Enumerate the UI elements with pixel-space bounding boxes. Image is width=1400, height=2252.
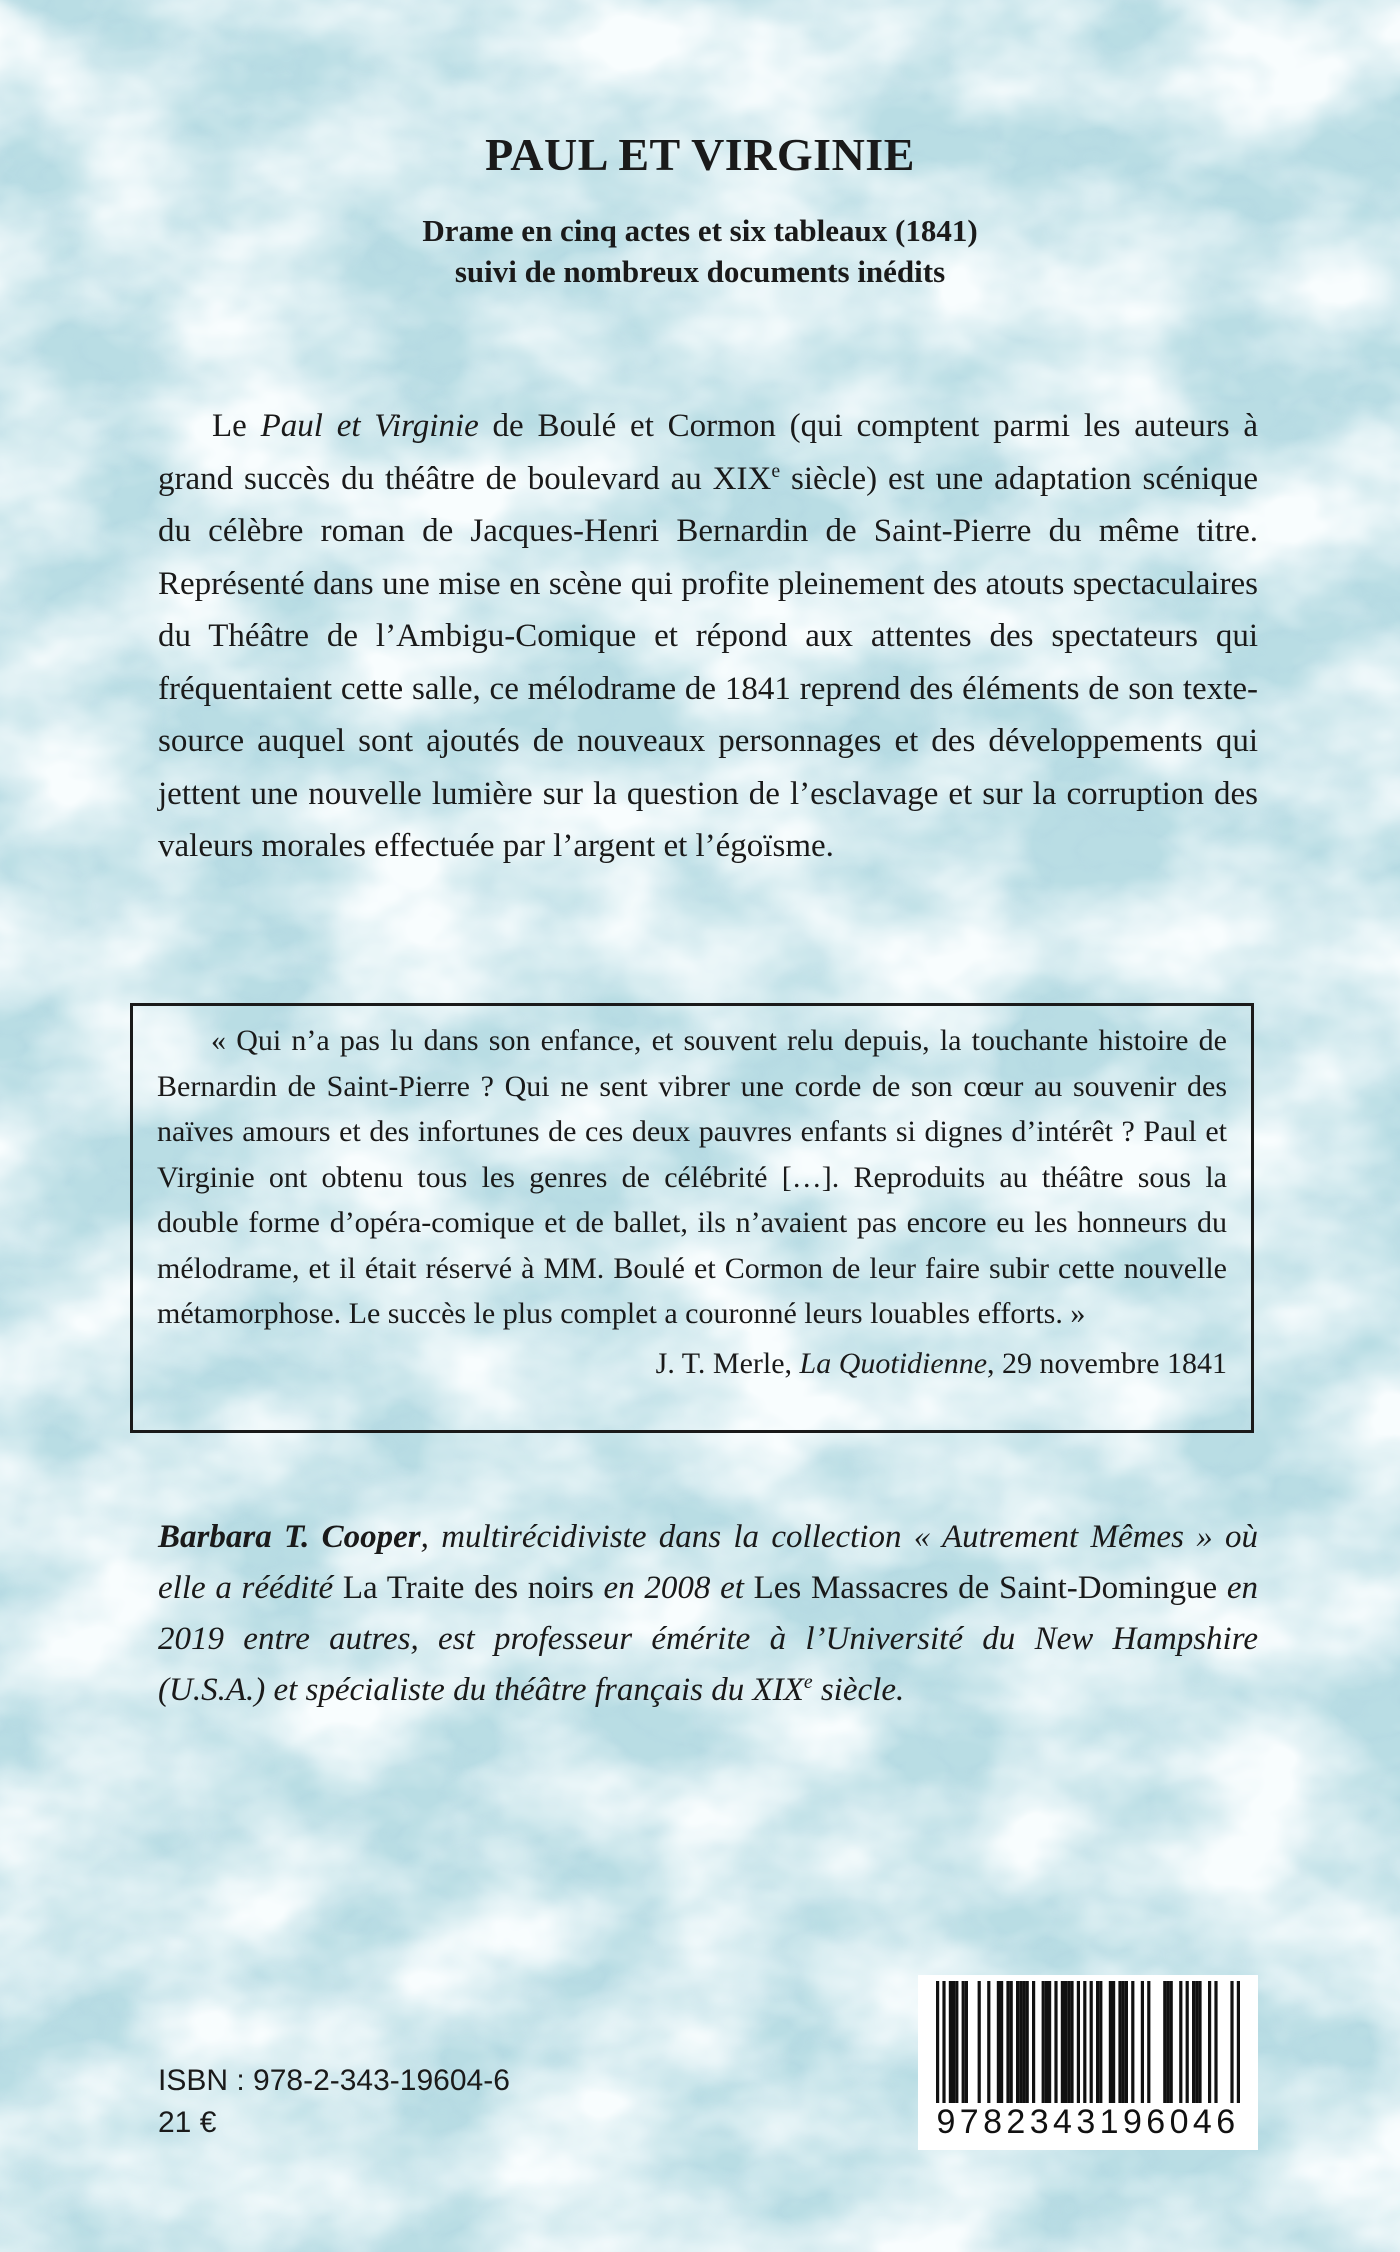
barcode-bar <box>978 1981 981 2103</box>
bio-book-2: Les Massacres de Saint-Domingue <box>753 1570 1218 1606</box>
barcode-bar <box>1077 1981 1080 2103</box>
editor-name: Barbara T. Cooper <box>158 1519 421 1555</box>
barcode-bar <box>1214 1981 1217 2103</box>
barcode-bar <box>1099 1981 1102 2103</box>
barcode-bar <box>1045 1981 1048 2103</box>
summary-text-3: siècle) est une adaptation scénique du célèbre roman de Jacques-Henri Bernardin de Saint-Pierre du même titre. Représenté dans une mise en scène qui profite pleinement des atouts spectaculaires du Théâtre de l’Ambigu-Comique et répond aux attentes des spectateurs qui fréquentaient cette salle, ce mélodrame de 1841 reprend des éléments de son texte-source auquel sont ajoutés de nouveaux personnages et des développements qui jettent une nouvelle lumière sur la question de l’esclavage et sur la corruption des valeurs morales effectuée par l’argent et l’égoïsme. <box>158 460 1258 864</box>
bio-century-sup: e <box>803 1671 813 1693</box>
subtitle <box>0 210 1400 292</box>
barcode-bar <box>952 1981 955 2103</box>
barcode-bar <box>1061 1981 1064 2103</box>
bio-book-1: La Traite des noirs <box>342 1570 594 1606</box>
bio-text-4: siècle. <box>812 1672 905 1708</box>
bio-text-2: en 2008 et <box>593 1570 754 1606</box>
isbn-number: ISBN : 978-2-343-19604-6 <box>158 2064 510 2097</box>
press-quote-attribution <box>157 1341 1227 1387</box>
summary-text-2: de Boulé et Cormon (qui comptent parmi les auteurs à grand succès du théâtre de boulevard au XIX <box>158 408 1258 497</box>
barcode-bar <box>1118 1981 1121 2103</box>
barcode-bar <box>1166 1981 1169 2103</box>
barcode-bar <box>1170 1981 1173 2103</box>
barcode <box>918 1975 1258 2150</box>
barcode-bar <box>1112 1981 1115 2103</box>
barcode-digits: 9782343196046 <box>918 2103 1258 2143</box>
barcode-bar <box>1070 1981 1073 2103</box>
barcode-bar <box>1186 1981 1189 2103</box>
barcode-bar <box>1208 1981 1211 2103</box>
barcode-bar <box>1109 1981 1112 2103</box>
subtitle-line-2: suivi de nombreux documents inédits <box>454 254 946 289</box>
press-quote-text: « Qui n’a pas lu dans son enfance, et souvent relu depuis, la touchante histoire de Bernardin de Saint-Pierre ? Qui ne sent vibrer une corde de son cœur au souvenir des naïves amours et des infortunes de ces deux pauvres enfants si dignes d’intérêt ? Paul et Virginie ont obtenu tous les genres de célébrité […]. Reproduits au théâtre sous la double forme d’opéra-comique et de ballet, ils n’avaient pas encore eu les honneurs du mélodrame, et il était réservé à MM. Boulé et Cormon de leur faire subir cette nouvelle métamorphose. Le succès le plus complet a couronné leurs louables efforts. » <box>157 1024 1227 1330</box>
summary-work-title: Paul et Virginie <box>260 408 479 444</box>
barcode-bar <box>1022 1981 1025 2103</box>
quote-author: J. T. Merle, <box>655 1346 800 1380</box>
barcode-bar <box>1122 1981 1125 2103</box>
barcode-bar <box>1147 1981 1150 2103</box>
barcode-bar <box>1141 1981 1144 2103</box>
barcode-bar <box>1006 1981 1009 2103</box>
bio-text-3: en 2019 entre autres, est professeur émérite à l’Université du New Hampshire (U.S.A.) et spécialiste du théâtre français du XIX <box>158 1570 1258 1708</box>
subtitle-line-1: Drame en cinq actes et six tableaux (1841) <box>422 213 978 248</box>
barcode-bar <box>997 1981 1000 2103</box>
barcode-bar <box>1000 1981 1003 2103</box>
barcode-bar <box>1032 1981 1035 2103</box>
book-title: PAUL ET VIRGINIE <box>485 129 915 180</box>
summary-century-sup: e <box>771 459 781 482</box>
press-quote-box <box>130 1003 1254 1433</box>
editor-bio <box>158 1512 1258 1716</box>
barcode-bar <box>1192 1981 1195 2103</box>
barcode-bar <box>965 1981 968 2103</box>
barcode-bar <box>962 1981 965 2103</box>
barcode-bar <box>1042 1981 1045 2103</box>
barcode-bar <box>1019 1981 1022 2103</box>
barcode-bar <box>1198 1981 1201 2103</box>
price: 21 € <box>158 2106 217 2139</box>
barcode-bar <box>1010 1981 1013 2103</box>
barcode-bar <box>1026 1981 1029 2103</box>
barcode-bar <box>987 1981 990 2103</box>
barcode-bar <box>1125 1981 1128 2103</box>
isbn-price-block <box>158 2060 510 2144</box>
barcode-bar <box>1064 1981 1067 2103</box>
barcode-bar <box>1096 1981 1099 2103</box>
summary-text-1: Le <box>212 408 261 444</box>
barcode-bar <box>1067 1981 1070 2103</box>
quote-source: La Quotidienne <box>799 1346 988 1380</box>
barcode-bar <box>1163 1981 1166 2103</box>
barcode-bar <box>1048 1981 1051 2103</box>
barcode-bar <box>949 1981 952 2103</box>
bio-text-1: , multirécidiviste dans la collection « Autrement Mêmes » où elle a réédité <box>158 1519 1258 1606</box>
barcode-bar <box>1016 1981 1019 2103</box>
barcode-bar <box>1054 1981 1057 2103</box>
barcode-bar <box>1179 1981 1182 2103</box>
barcode-bar <box>1195 1981 1198 2103</box>
barcode-bar <box>955 1981 958 2103</box>
barcode-bar <box>1131 1981 1134 2103</box>
summary-paragraph <box>158 400 1258 873</box>
quote-date: , 29 novembre 1841 <box>987 1346 1227 1380</box>
